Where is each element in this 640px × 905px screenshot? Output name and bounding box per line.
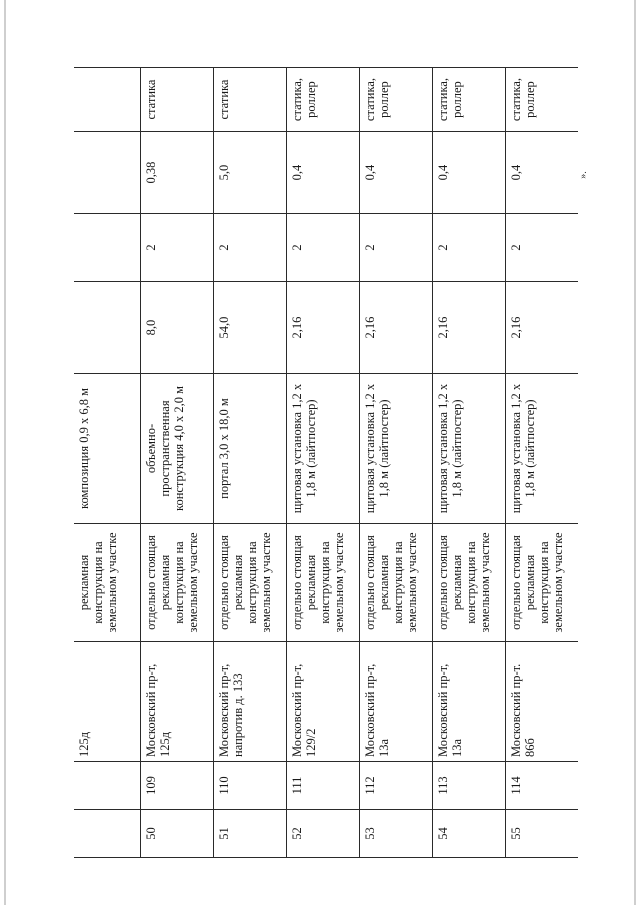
cell-sides: 2 — [141, 214, 214, 282]
cell-id — [74, 762, 141, 810]
cell-type: отдельно стоящая рекламная конструкция на земельном участке — [506, 524, 579, 642]
cell-kind: статика — [141, 68, 214, 132]
scan-edge-right — [634, 0, 636, 905]
table-row — [141, 68, 214, 858]
cell-size — [74, 132, 141, 214]
cell-sides: 2 — [360, 214, 433, 282]
cell-number — [74, 810, 141, 858]
cell-number: 51 — [214, 810, 287, 858]
cell-number: 55 — [506, 810, 579, 858]
rotated-table-container — [74, 68, 574, 858]
cell-area: 2,16 — [360, 282, 433, 374]
cell-area: 8,0 — [141, 282, 214, 374]
cell-format: портал 3,0 х 18,0 м — [214, 374, 287, 524]
cell-number: 50 — [141, 810, 214, 858]
cell-kind: статика — [214, 68, 287, 132]
cell-id: 110 — [214, 762, 287, 810]
table-row — [287, 68, 360, 858]
cell-kind — [74, 68, 141, 132]
advertising-structures-table — [74, 67, 578, 858]
cell-id: 111 — [287, 762, 360, 810]
cell-size: 0,4 — [433, 132, 506, 214]
table-row — [506, 68, 579, 858]
cell-type: отдельно стоящая рекламная конструкция на земельном участке — [360, 524, 433, 642]
cell-address: Московский пр-т, 13а — [433, 642, 506, 762]
cell-format: щитовая установка 1,2 х 1,8 м (лайтпостер) — [360, 374, 433, 524]
cell-format: объемно-пространственная конструкция 4,0 х 2,0 м — [141, 374, 214, 524]
cell-type: отдельно стоящая рекламная конструкция на земельном участке — [141, 524, 214, 642]
cell-sides — [74, 214, 141, 282]
cell-type: отдельно стоящая рекламная конструкция на земельном участке — [214, 524, 287, 642]
table-row — [433, 68, 506, 858]
cell-kind: статика, роллер — [360, 68, 433, 132]
cell-kind: статика, роллер — [433, 68, 506, 132]
cell-id: 114 — [506, 762, 579, 810]
cell-area: 2,16 — [506, 282, 579, 374]
cell-size: 0,38 — [141, 132, 214, 214]
table-row — [214, 68, 287, 858]
cell-address: Московский пр-т, 129/2 — [287, 642, 360, 762]
cell-size: 0,4 — [287, 132, 360, 214]
cell-address: Московский пр-т. 86б — [506, 642, 579, 762]
cell-format: щитовая установка 1,2 х 1,8 м (лайтпостер) — [287, 374, 360, 524]
cell-id: 113 — [433, 762, 506, 810]
cell-id: 109 — [141, 762, 214, 810]
cell-number: 52 — [287, 810, 360, 858]
cell-sides: 2 — [214, 214, 287, 282]
cell-format: щитовая установка 1,2 х 1,8 м (лайтпостер) — [433, 374, 506, 524]
cell-kind: статика, роллер — [287, 68, 360, 132]
cell-format: щитовая установка 1,2 х 1,8 м (лайтпостер) — [506, 374, 579, 524]
cell-address: 125д — [74, 642, 141, 762]
cell-id: 112 — [360, 762, 433, 810]
scan-edge-left — [4, 0, 6, 905]
cell-size: 0,4 — [506, 132, 579, 214]
cell-type: рекламная конструкция на земельном участке — [74, 524, 141, 642]
cell-area: 2,16 — [287, 282, 360, 374]
cell-number: 54 — [433, 810, 506, 858]
cell-kind: статика, роллер — [506, 68, 579, 132]
cell-size: 5,0 — [214, 132, 287, 214]
cell-address: Московский пр-т, 125д — [141, 642, 214, 762]
cell-area: 2,16 — [433, 282, 506, 374]
cell-address: Московский пр-т, напротив д. 133 — [214, 642, 287, 762]
cell-type: отдельно стоящая рекламная конструкция на земельном участке — [287, 524, 360, 642]
closing-quote-mark: ». — [578, 171, 589, 179]
cell-area: 54,0 — [214, 282, 287, 374]
cell-sides: 2 — [433, 214, 506, 282]
cell-sides: 2 — [506, 214, 579, 282]
table-row — [360, 68, 433, 858]
table-row-continuation — [74, 68, 141, 858]
cell-format: композиция 0,9 х 6,8 м — [74, 374, 141, 524]
cell-number: 53 — [360, 810, 433, 858]
cell-sides: 2 — [287, 214, 360, 282]
cell-address: Московский пр-т, 13а — [360, 642, 433, 762]
cell-area — [74, 282, 141, 374]
cell-type: отдельно стоящая рекламная конструкция на земельном участке — [433, 524, 506, 642]
cell-size: 0,4 — [360, 132, 433, 214]
